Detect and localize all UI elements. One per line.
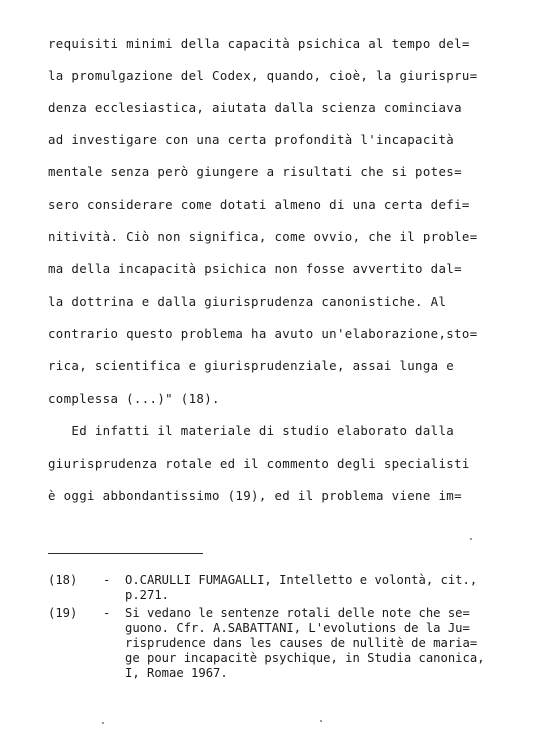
body-line: requisiti minimi della capacità psichica al tempo del=: [48, 36, 470, 51]
footnote-line: I, Romae 1967.: [125, 666, 228, 680]
body-line: mentale senza però giungere a risultati che si potes=: [48, 164, 462, 179]
body-line: la dottrina e dalla giurisprudenza canonistiche. Al: [48, 294, 447, 309]
footnote-line: Si vedano le sentenze rotali delle note che se=: [125, 606, 470, 620]
footnote-line: ge pour incapacitè psychique, in Studia canonica,: [125, 651, 485, 665]
body-line: giurisprudenza rotale ed il commento degli specialisti: [48, 456, 470, 471]
body-line: ma della incapacità psichica non fosse avvertito dal=: [48, 261, 462, 276]
body-line: è oggi abbondantissimo (19), ed il problema viene im=: [48, 488, 462, 503]
footnote-separator: [48, 553, 203, 554]
footnote-line: O.CARULLI FUMAGALLI, Intelletto e volontà, cit.,: [125, 573, 478, 587]
scan-speck: [470, 538, 472, 540]
body-line: denza ecclesiastica, aiutata dalla scienza cominciava: [48, 100, 462, 115]
footnote-number: (19): [48, 606, 78, 620]
body-line: sero considerare come dotati almeno di una certa defi=: [48, 197, 470, 212]
body-line: Ed infatti il materiale di studio elaborato dalla: [48, 423, 455, 438]
body-line: la promulgazione del Codex, quando, cioè, la giurispru=: [48, 68, 478, 83]
scan-speck: [102, 722, 104, 724]
footnote-dash: -: [103, 606, 111, 620]
body-line: nitività. Ciò non significa, come ovvio, che il proble=: [48, 229, 478, 244]
body-line: contrario questo problema ha avuto un'elaborazione,sto=: [48, 326, 478, 341]
footnote-number: (18): [48, 573, 78, 587]
body-line: ad investigare con una certa profondità l'incapacità: [48, 132, 455, 147]
scan-speck: [320, 720, 322, 722]
footnote-line: guono. Cfr. A.SABATTANI, L'evolutions de la Ju=: [125, 621, 470, 635]
body-line: complessa (...)" (18).: [48, 391, 220, 406]
footnote-line: p.271.: [125, 588, 170, 602]
footnote-line: risprudence dans les causes de nullitè de maria=: [125, 636, 478, 650]
footnote-dash: -: [103, 573, 111, 587]
body-line: rica, scientifica e giurisprudenziale, assai lunga e: [48, 358, 455, 373]
